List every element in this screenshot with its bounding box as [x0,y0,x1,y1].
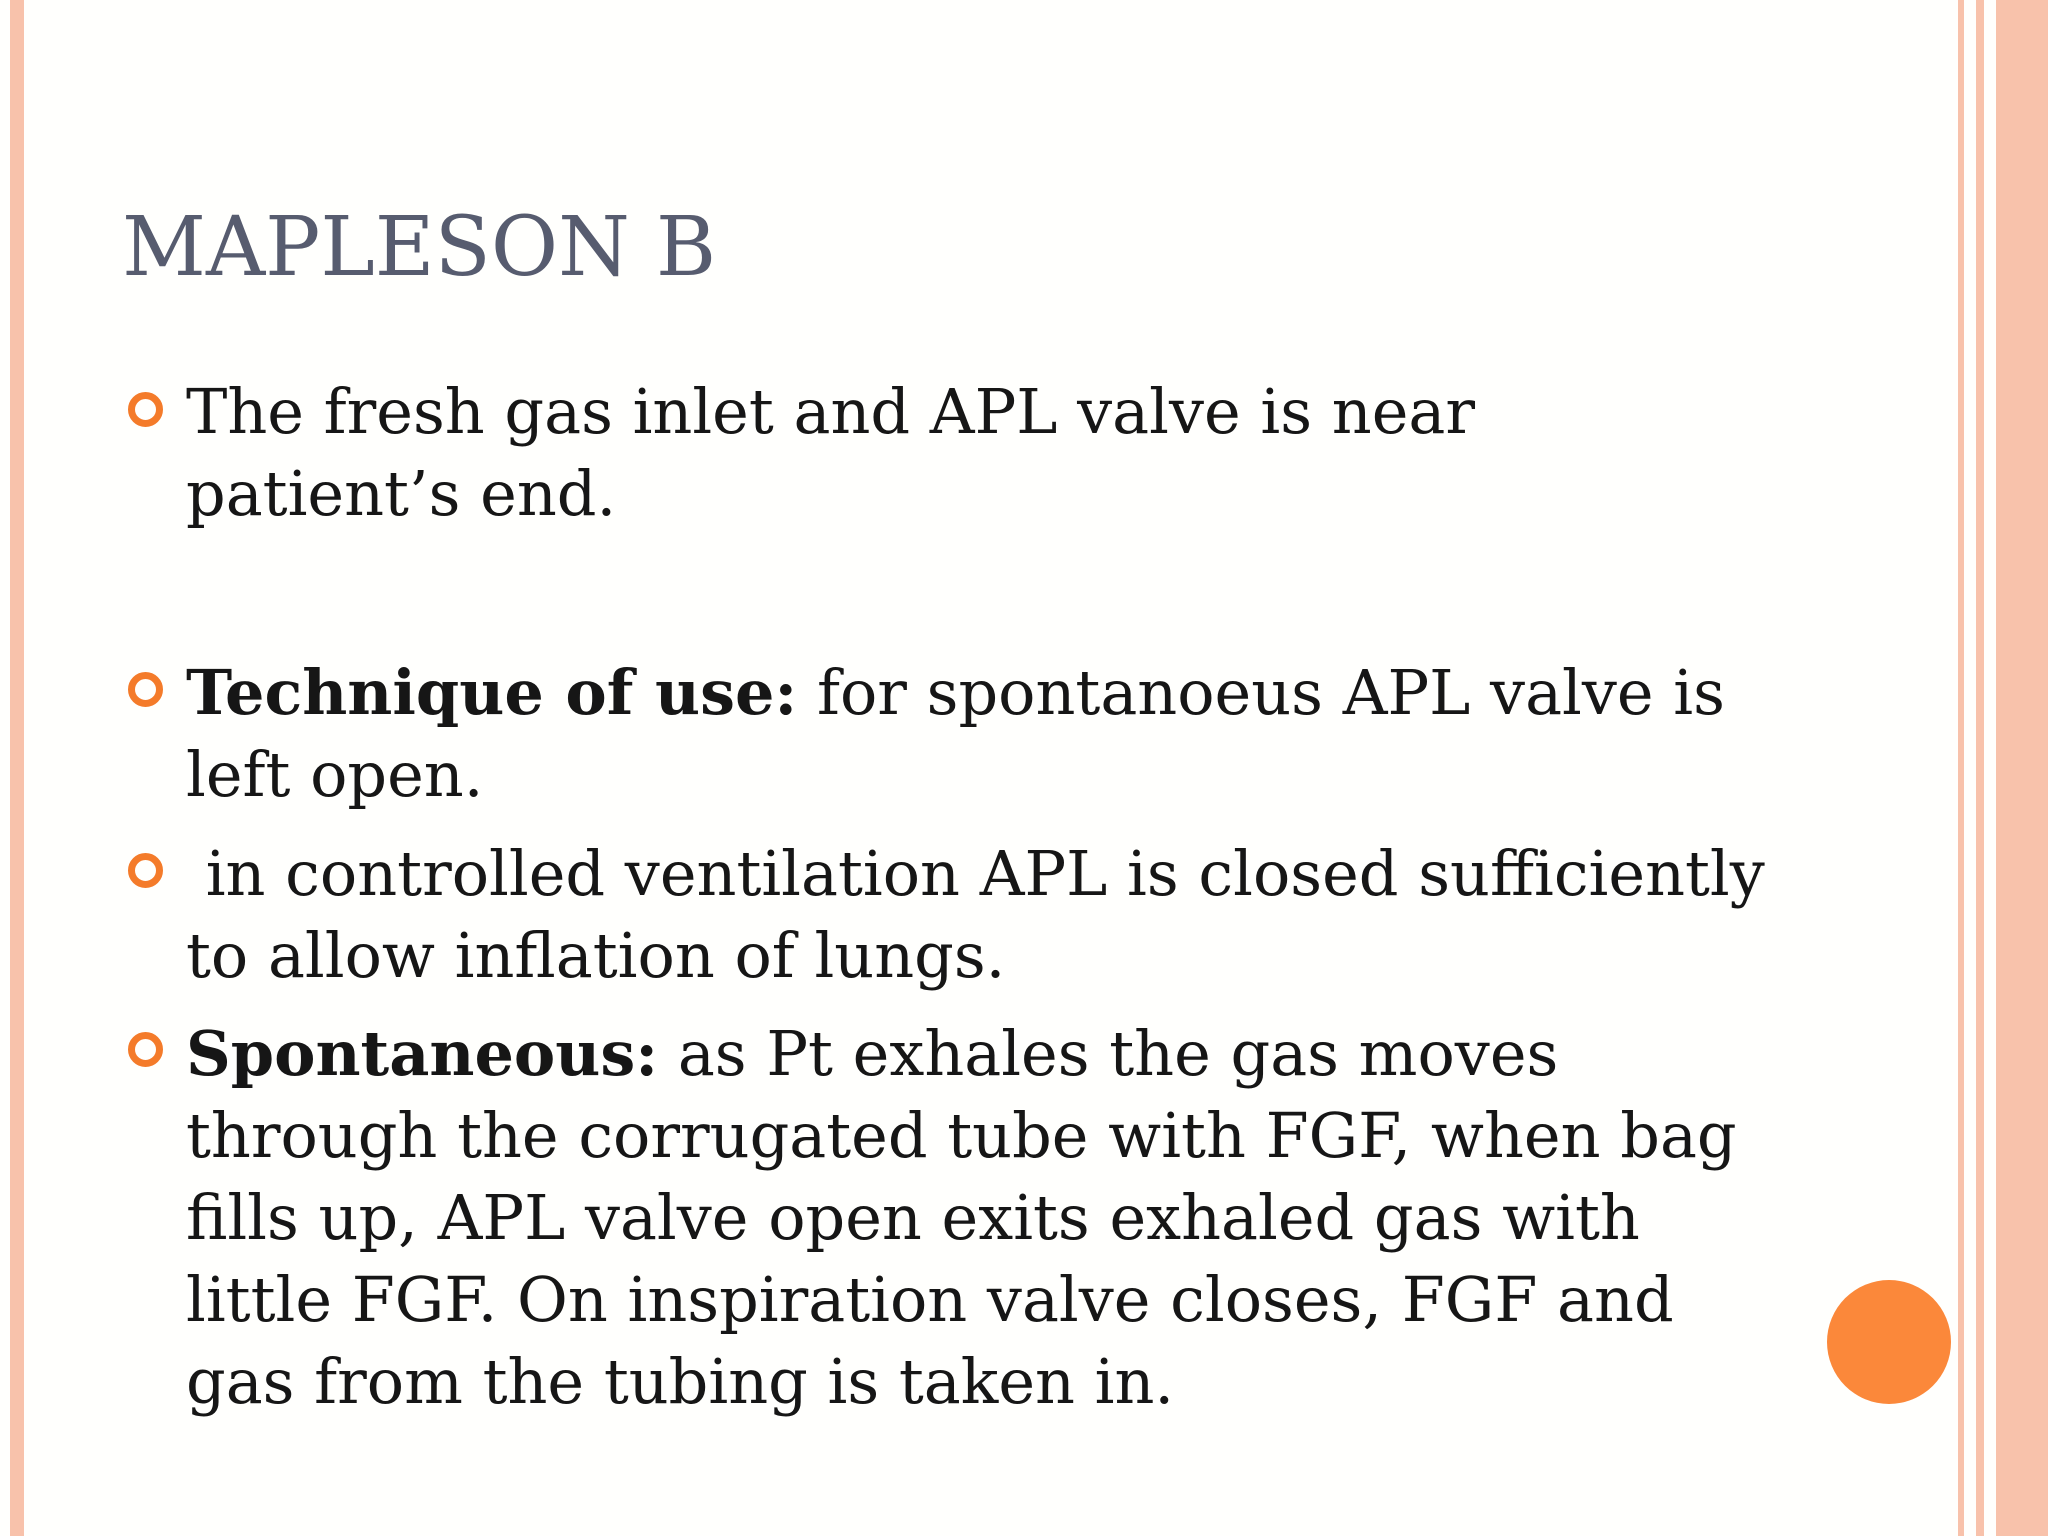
bullet-text: for spontanoeus APL valve is left open. [186,656,1725,811]
slide-title: MAPLESON B [122,200,717,295]
right-border-stripe-medium [1976,0,1984,1536]
bullet-item-technique-of-use [186,652,1766,816]
bullet-text: The fresh gas inlet and APL valve is near patient’s end. [186,375,1475,530]
bullet-text: in controlled ventilation APL is closed sufficiently to allow inflation of lungs. [186,837,1785,992]
bullet-circle-icon [128,392,163,427]
bullet-item-spontaneous [186,1013,1766,1423]
right-border-stripe-wide [1996,0,2048,1536]
bullet-circle-icon [128,1032,163,1067]
bullet-circle-icon [128,672,163,707]
bullet-item-fresh-gas-inlet [186,371,1766,535]
bullet-circle-icon [128,853,163,888]
left-border-stripe [10,0,24,1536]
decorative-orange-circle [1827,1280,1951,1404]
bullet-lead: Technique of use: [186,656,798,729]
bullet-lead: Spontaneous: [186,1017,659,1090]
bullet-item-controlled-ventilation [186,833,1785,997]
bullet-text: as Pt exhales the gas moves through the corrugated tube with FGF, when bag fills up, APL valve open exits exhaled gas with little FGF. On inspiration valve closes, FGF and gas from the tubing is taken in. [186,1017,1737,1418]
right-border-stripe-thin [1958,0,1964,1536]
